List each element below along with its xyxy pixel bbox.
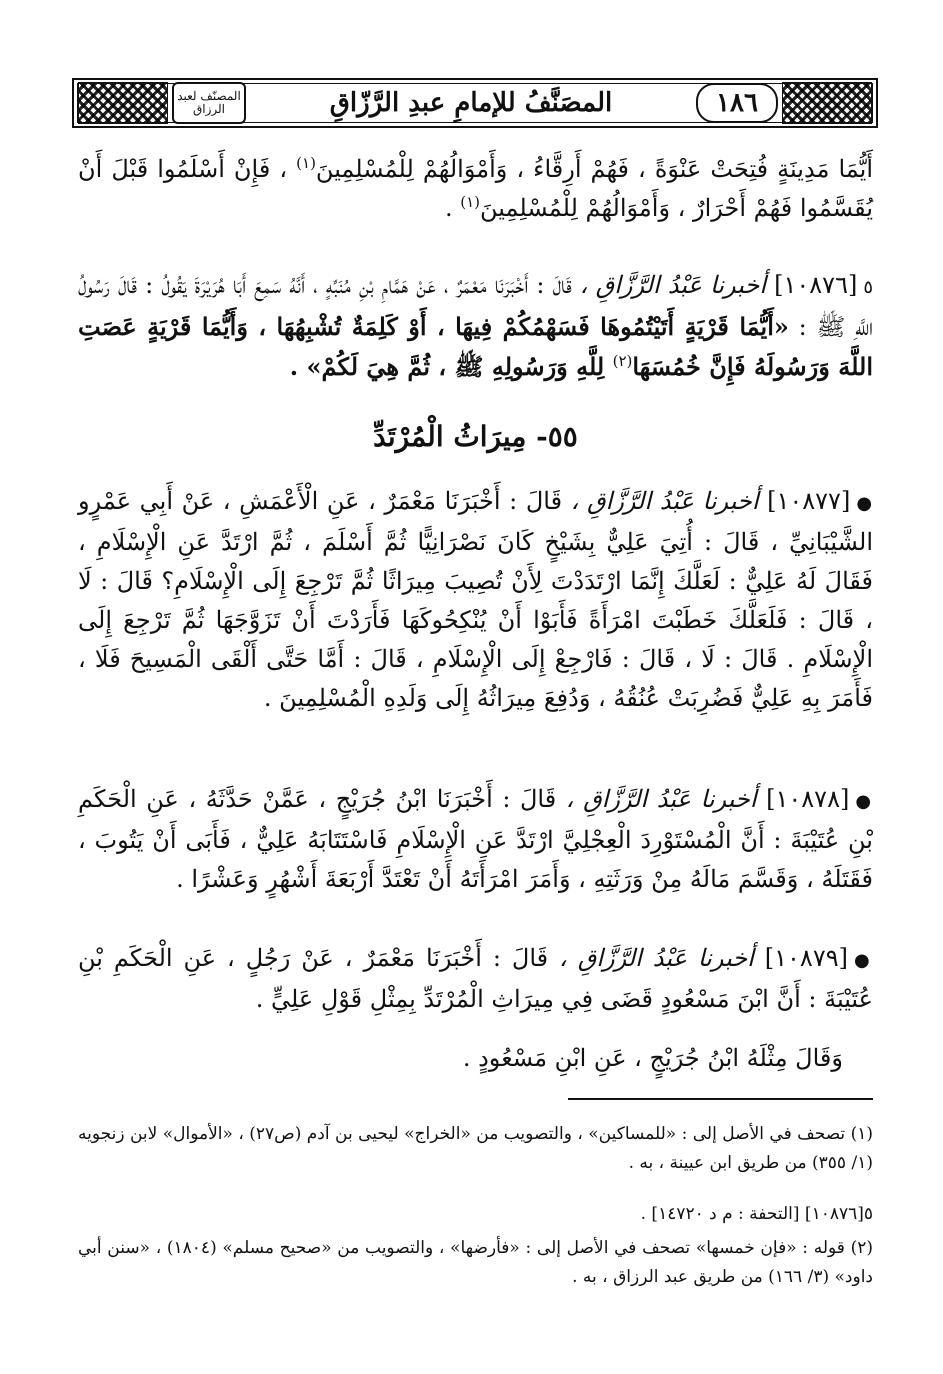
footnote-ref: (٢) xyxy=(612,352,633,370)
hadith-marker: ● xyxy=(855,791,873,812)
hadith-10876 xyxy=(78,266,873,387)
hadith-quote: لِلَّهِ وَرَسُولِهِ ﷺ ، ثُمَّ هِيَ لَكُمْ» . xyxy=(289,352,613,381)
publisher-seal: المصنّف لعبد الرزاق xyxy=(172,82,246,124)
hadith-number: [١٠٨٧٧] xyxy=(767,487,851,515)
paragraph-opening xyxy=(78,150,873,228)
hadith-intro: أخبرنا عَبْدُ الرَّزَّاقِ ، xyxy=(559,944,754,972)
hadith-intro: أخبرنا عَبْدُ الرَّزَّاقِ ، xyxy=(565,785,757,813)
hadith-10877 xyxy=(78,482,873,718)
footnote-divider xyxy=(568,1098,873,1100)
footnote-ref: (١) xyxy=(460,193,481,211)
ornament-left xyxy=(78,82,168,124)
hadith-number: [١٠٨٧٦] xyxy=(774,271,858,299)
hadith-10878 xyxy=(78,780,873,899)
hadith-marker: ● xyxy=(853,950,873,971)
hadith-number: [١٠٨٧٨] xyxy=(766,785,850,813)
footnote-ref: (١) xyxy=(296,154,316,172)
hadith-intro: أخبرنا عَبْدُ الرَّزَّاقِ ، xyxy=(579,271,767,299)
book-title: المصَنَّفُ للإمامِ عبدِ الرَّزّاقِ xyxy=(329,88,613,118)
running-header xyxy=(72,78,878,128)
hadith-text: قَالَ : أَخْبَرَنَا مَعْمَرٌ ، عَنِ الْأَعْمَشِ ، عَنْ أَبِي عَمْرٍو الشَّيْبَانِيِّ ، قَالَ : أُتِيَ عَلِيٌّ بِشَيْخٍ كَانَ نَصْرَانِيًّا ثُمَّ أَسْلَمَ ، ثُمَّ ارْتَدَّ عَنِ الْإِسْلَامِ ، فَقَالَ لَهُ عَلِيٌّ : لَعَلَّكَ إِنَّمَا ارْتَدَدْتَ لِأَنْ تُصِيبَ مِيرَاثًا ثُمَّ تَرْجِعَ إِلَى الْإِسْلَامِ؟ قَالَ : لَا ، قَالَ : فَلَعَلَّكَ خَطَبْتَ امْرَأَةً فَأَبَوْا أَنْ يُنْكِحُوكَهَا فَأَرَدْتَ أَنْ تَزَوَّجَهَا ثُمَّ تَرْجِعَ إِلَى الْإِسْلَامِ . قَالَ : لَا ، قَالَ : فَارْجِعْ إِلَى الْإِسْلَامِ ، قَالَ : أَمَّا حَتَّى أَلْقَى الْمَسِيحَ فَلَا ، فَأَمَرَ بِهِ عَلِيٌّ فَضُرِبَتْ عُنُقُهُ ، وَدُفِعَ مِيرَاثُهُ إِلَى وَلَدِهِ الْمُسْلِمِينَ . xyxy=(78,487,873,712)
hadith-marker: ٥ xyxy=(863,277,873,298)
hadith-text: قَالَ : أَخْبَرَنَا مَعْمَرٌ ، عَنْ هَمَّامِ بْنِ مُنَبِّهٍ ، أَنَّهُ سَمِعَ أَبَا هُرَيْرَةَ يَقُولُ : قَالَ رَسُولُ اللَّهِ ﷺ : xyxy=(78,271,873,341)
text-run: . xyxy=(444,194,461,222)
hadith-text: قَالَ : أَخْبَرَنَا مَعْمَرٌ ، عَنْ رَجُلٍ ، عَنِ الْحَكَمِ بْنِ عُتَيْبَةَ : أَنَّ ابْنَ مَسْعُودٍ قَضَى فِي مِيرَاثِ الْمُرْتَدِّ بِمِثْلِ قَوْلِ عَلِيٍّ . xyxy=(78,944,873,1013)
text-run: ، فَإِنْ أَسْلَمُوا قَبْلَ أَنْ يُقَسَّمُوا فَهُمْ أَحْرَارٌ ، وَأَمْوَالُهُمْ لِلْمُسْلِمِينَ xyxy=(78,155,873,222)
hadith-intro: أخبرنا عَبْدُ الرَّزَّاقِ ، xyxy=(570,487,759,515)
text-run: أَيُّمَا مَدِينَةٍ فُتِحَتْ عَنْوَةً ، فَهُمْ أَرِقَّاءُ ، وَأَمْوَالُهُمْ لِلْمُسْلِمِينَ xyxy=(315,155,873,183)
ornament-right xyxy=(782,82,872,124)
closing-line: وَقَالَ مِثْلَهُ ابْنُ جُرَيْجٍ ، عَنِ ابْنِ مَسْعُودٍ . xyxy=(462,1044,843,1072)
footnote-tuhfa: ٥[١٠٨٧٦] [التحفة : م د ١٤٧٢٠] . xyxy=(640,1204,873,1224)
footnote-1: (١) تصحف في الأصل إلى : «للمساكين» ، والتصويب من «الخراج» ليحيى بن آدم (ص٢٧) ، «الأموال» لابن زنجويه (١/ ٣٥٥) من طريق ابن عيينة ، به . xyxy=(78,1124,873,1173)
hadith-number: [١٠٨٧٩] xyxy=(764,944,848,972)
hadith-10879 xyxy=(78,939,873,1019)
hadith-marker: ● xyxy=(856,493,873,514)
page-number: ١٨٦ xyxy=(696,83,778,123)
hadith-text: قَالَ : أَخْبَرَنَا ابْنُ جُرَيْجٍ ، عَمَّنْ حَدَّثَهُ ، عَنِ الْحَكَمِ بْنِ عُتَيْبَةَ : أَنَّ الْمُسْتَوْرِدَ الْعِجْلِيَّ ارْتَدَّ عَنِ الْإِسْلَامِ فَاسْتَتَابَهُ عَلِيٌّ ، فَأَبَى أَنْ يَتُوبَ ، فَقَتَلَهُ ، وَقَسَّمَ مَالَهُ مِنْ وَرَثَتِهِ ، وَأَمَرَ امْرَأَتَهُ أَنْ تَعْتَدَّ أَرْبَعَةَ أَشْهُرٍ وَعَشْرًا . xyxy=(78,785,873,893)
chapter-heading: ٥٥- مِيرَاثُ الْمُرْتَدِّ xyxy=(373,420,578,453)
footnote-2: (٢) قوله : «فإن خمسها» تصحف في الأصل إلى : «فأرضها» ، والتصويب من «صحيح مسلم» (١٨٠٤) ، «سنن أبي داود» (٣/ ١٦٦) من طريق عبد الرزاق ، به . xyxy=(78,1238,874,1287)
hadith-quote: «أَيُّمَا قَرْيَةٍ أَتَيْتُمُوهَا فَسَهْمُكُمْ فِيهَا ، أَوْ كَلِمَةٌ تُشْبِهُهَا ، وَأَيُّمَا قَرْيَةٍ عَصَتِ اللَّهَ وَرَسُولَهُ فَإِنَّ خُمُسَهَا xyxy=(78,312,873,381)
